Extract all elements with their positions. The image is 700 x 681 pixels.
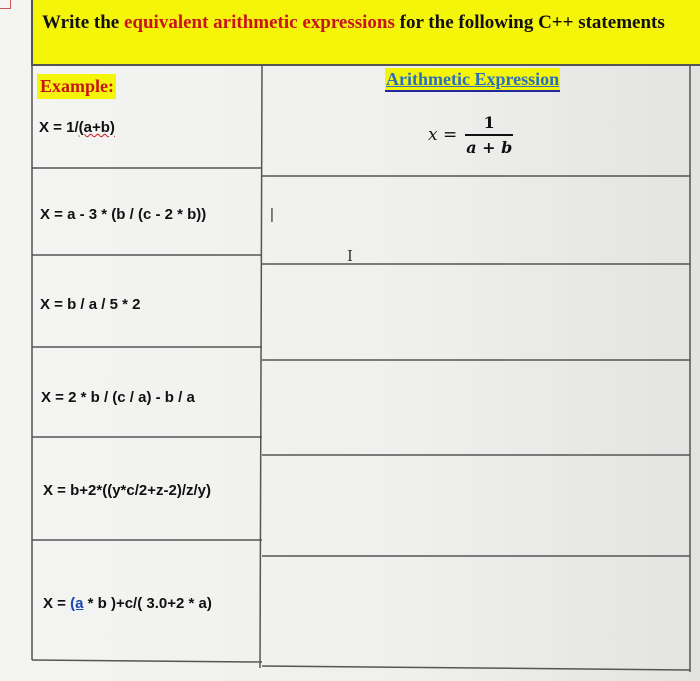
formula-fraction [465, 113, 513, 157]
example-statement-prefix: X = 1/ [39, 119, 79, 136]
formula-numerator: 1 [483, 113, 495, 132]
example-statement [39, 119, 115, 136]
ibeam-cursor-icon: I [347, 247, 353, 265]
formula-denominator: a + b [466, 138, 513, 157]
instruction-prefix: Write the [42, 12, 124, 33]
example-label: Example: [37, 74, 116, 99]
example-statement-underlined: (a+b) [78, 119, 115, 136]
statement-row-2: X = b / a / 5 * 2 [40, 296, 141, 313]
statement-row-1: X = a - 3 * (b / (c - 2 * b)) [40, 206, 207, 223]
statement-row-5 [43, 595, 212, 612]
example-formula [428, 108, 513, 162]
statement-row-5-prefix: X = [43, 595, 71, 612]
statement-row-3: X = 2 * b / (c / a) - b / a [41, 389, 195, 406]
statement-row-4: X = b+2*((y*c/2+z-2)/z/y) [43, 482, 211, 499]
instruction-suffix: for the following C++ statements [394, 12, 665, 33]
formula-lhs: x = [428, 125, 458, 145]
text-caret: | [270, 206, 274, 223]
arithmetic-expression-label: Arithmetic Expression [385, 68, 560, 92]
instruction-highlight: equivalent arithmetic expressions [123, 12, 395, 33]
statement-row-5-link: (a [70, 595, 84, 612]
statement-row-5-suffix: * b )+c/( 3.0+2 * a) [83, 595, 212, 612]
